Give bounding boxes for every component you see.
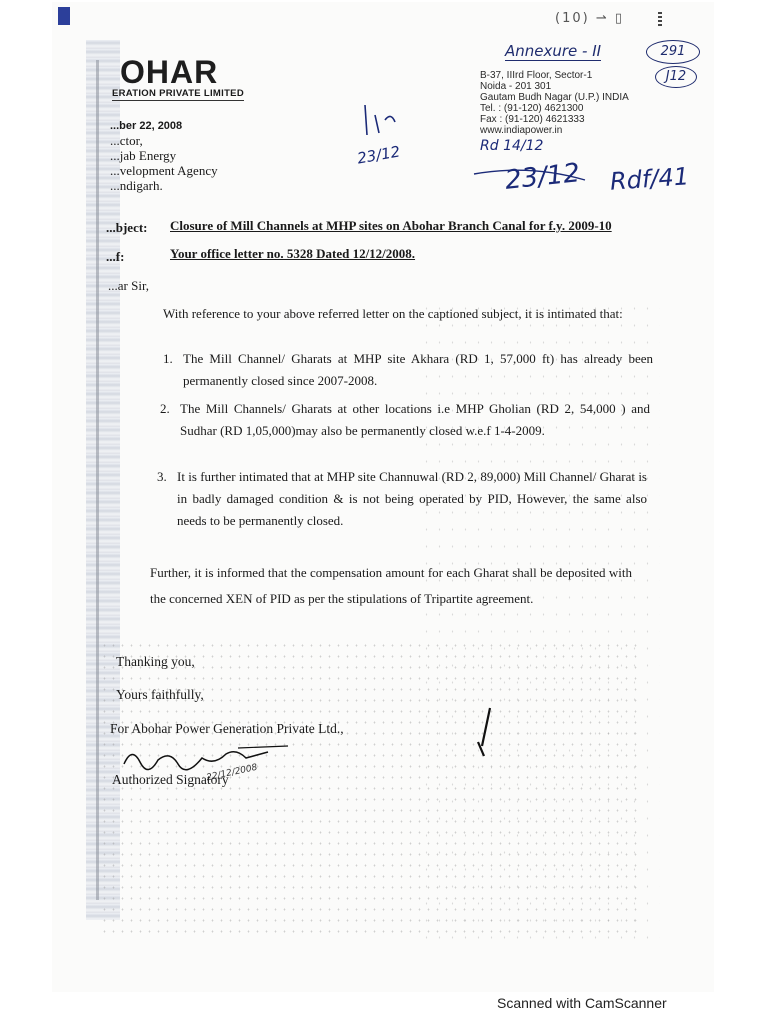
- circled-number-top: 291: [646, 40, 700, 64]
- reference-label: ...f:: [106, 249, 125, 264]
- address-line: Tel. : (91-120) 4621300: [480, 103, 584, 114]
- handwritten-date-1: 23/12: [355, 142, 402, 168]
- list-number: 1.: [163, 351, 173, 366]
- yours-faithfully: Yours faithfully,: [116, 687, 204, 702]
- subject-line: Closure of Mill Channels at MHP sites on Abohar Branch Canal for f.y. 2009-10: [170, 218, 612, 233]
- for-company-line: For Abohar Power Generation Private Ltd.,: [110, 721, 344, 736]
- list-text: The Mill Channels/ Gharats at other locations i.e MHP Gholian (RD 2, 54,000 ) and Sudhar (RD 1,05,000)may also be permanently closed w.e.f 1-4-2009.: [180, 401, 650, 438]
- circled-number-bottom: J12: [655, 66, 697, 88]
- address-line: Noida - 201 301: [480, 81, 552, 92]
- pen-stroke-icon: [470, 706, 500, 766]
- recipient-line: ...ctor,: [110, 133, 143, 148]
- recipient-line: ...jab Energy: [110, 148, 177, 163]
- handwritten-initials: Rd 14/12: [480, 138, 544, 154]
- scan-noise-right: [420, 300, 660, 940]
- address-line: www.indiapower.in: [480, 125, 563, 136]
- address-line: Gautam Budh Nagar (U.P.) INDIA: [480, 92, 629, 103]
- address-line: B-37, IIIrd Floor, Sector-1: [480, 70, 593, 81]
- list-number: 2.: [160, 401, 170, 416]
- address-line: Fax : (91-120) 4621333: [480, 114, 585, 125]
- company-logo: OHAR: [120, 54, 219, 90]
- list-text: The Mill Channel/ Gharats at MHP site Akhara (RD 1, 57,000 ft) has already been permanently closed since 2007-2008.: [183, 351, 653, 388]
- company-address: [480, 70, 629, 136]
- corner-tab-icon: [58, 7, 70, 25]
- recipient-line: ...velopment Agency: [110, 163, 218, 178]
- letter-date: ...ber 22, 2008: [110, 120, 183, 132]
- underline-stroke-icon: [470, 160, 590, 190]
- annexure-label: Annexure - II: [505, 42, 602, 60]
- recipient-line: ...ndigarh.: [110, 178, 163, 193]
- subject-label: ...bject:: [106, 220, 148, 235]
- authorized-signatory: Authorized Signatory: [112, 772, 229, 787]
- company-subtitle: ERATION PRIVATE LIMITED: [112, 88, 244, 99]
- handwritten-signature: Rdf/41: [609, 162, 690, 196]
- handwritten-date-2: 23/12: [503, 158, 582, 196]
- further-paragraph: Further, it is informed that the compensation amount for each Gharat shall be deposited with the concerned XEN of PID as per the stipulations of Tripartite agreement.: [150, 565, 632, 606]
- top-marks: (10) ⇀ ▯: [555, 11, 624, 26]
- reference-line: Your office letter no. 5328 Dated 12/12/2008.: [170, 246, 416, 261]
- salutation: ...ar Sir,: [108, 278, 149, 293]
- list-text: It is further intimated that at MHP site Channuwal (RD 2, 89,000) Mill Channel/ Gharat is in badly damaged condition & is not being operated by PID, However, the same also needs to be permanently closed.: [177, 469, 647, 528]
- recipient-block: [110, 133, 218, 193]
- scribble-icon: [345, 95, 405, 145]
- intro-paragraph: With reference to your above referred letter on the captioned subject, it is intimated that:: [163, 306, 623, 321]
- scanner-footer: Scanned with CamScanner: [497, 995, 667, 1011]
- thanking-line: Thanking you,: [116, 654, 195, 669]
- sign-date: 22/12/2008: [205, 762, 259, 784]
- list-number: 3.: [157, 469, 167, 484]
- binding-line: [96, 60, 99, 900]
- tick-marks: [658, 12, 662, 26]
- signature-icon: [118, 742, 298, 772]
